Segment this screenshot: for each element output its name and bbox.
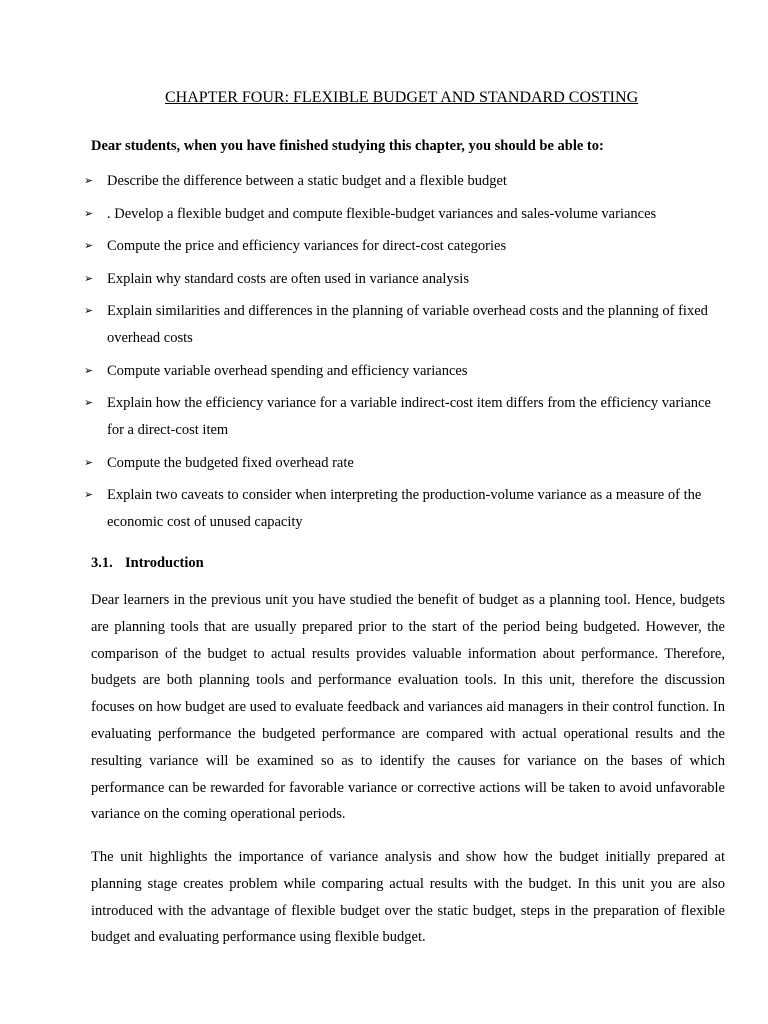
intro-paragraph-1: Dear learners in the previous unit you have studied the benefit of budget as a planning tool. Hence, budgets are planning tools that are usually prepared prior to the start of the period being budgeted. However, the comparison of the budget to actual results provides valuable information about performance. Therefore, budgets are both planning tools and performance evaluation tools. In this unit, therefore the discussion focuses on how budget are used to evaluate feedback and variances aid managers in their control function. In evaluating performance the budgeted performance are compared with actual operational results and the resulting variance will be examined so as to identify the causes for variance on the bases of which performance can be rewarded for favorable variance or corrective actions will be taken to avoid unfavorable variance on the coming operational periods.	[91, 592, 725, 823]
learning-objectives-list	[84, 168, 724, 542]
arrow-bullet-icon: ➢	[84, 272, 94, 285]
learning-objectives-intro: Dear students, when you have finished studying this chapter, you should be able to:	[91, 138, 604, 154]
objective-text: Explain similarities and differences in the planning of variable overhead costs and the planning of fixed overhead costs	[107, 303, 708, 346]
list-item	[84, 266, 724, 293]
objective-text: Compute the price and efficiency variances for direct-cost categories	[107, 238, 507, 254]
list-item	[84, 201, 724, 228]
arrow-bullet-icon: ➢	[84, 305, 94, 317]
arrow-bullet-icon: ➢	[84, 240, 94, 252]
list-item	[84, 390, 724, 444]
list-item	[84, 450, 724, 477]
objective-text: . Develop a flexible budget and compute flexible-budget variances and sales-volume variances	[107, 205, 657, 222]
section-title: Introduction	[125, 555, 204, 571]
section-number: 3.1.	[91, 555, 113, 571]
list-item	[84, 482, 724, 536]
intro-paragraph-2: The unit highlights the importance of variance analysis and show how the budget initially prepared at planning stage creates problem while comparing actual results with the budget. In this unit you are also introduced with the advantage of flexible budget over the static budget, steps in the preparation of flexible budget and evaluating performance using flexible budget.	[91, 849, 725, 946]
objective-text: Describe the difference between a static budget and a flexible budget	[107, 173, 507, 189]
chapter-title: CHAPTER FOUR: FLEXIBLE BUDGET AND STANDARD COSTING	[165, 89, 639, 106]
arrow-bullet-icon: ➢	[84, 456, 94, 469]
objective-text: Explain why standard costs are often used in variance analysis	[107, 270, 469, 287]
arrow-bullet-icon: ➢	[84, 364, 94, 377]
objective-text: Explain two caveats to consider when interpreting the production-volume variance as a measure of the economic cost of unused capacity	[107, 487, 702, 530]
list-item	[84, 233, 724, 260]
arrow-bullet-icon: ➢	[84, 175, 94, 187]
list-item	[84, 358, 724, 385]
arrow-bullet-icon: ➢	[84, 207, 94, 220]
arrow-bullet-icon: ➢	[84, 397, 94, 409]
objective-text: Explain how the efficiency variance for a variable indirect-cost item differs from the efficiency variance for a direct-cost item	[107, 395, 711, 438]
section-heading	[91, 555, 204, 572]
list-item	[84, 168, 724, 195]
objective-text: Compute the budgeted fixed overhead rate	[107, 454, 354, 471]
list-item	[84, 298, 724, 352]
arrow-bullet-icon: ➢	[84, 489, 94, 501]
objective-text: Compute variable overhead spending and efficiency variances	[107, 362, 468, 379]
